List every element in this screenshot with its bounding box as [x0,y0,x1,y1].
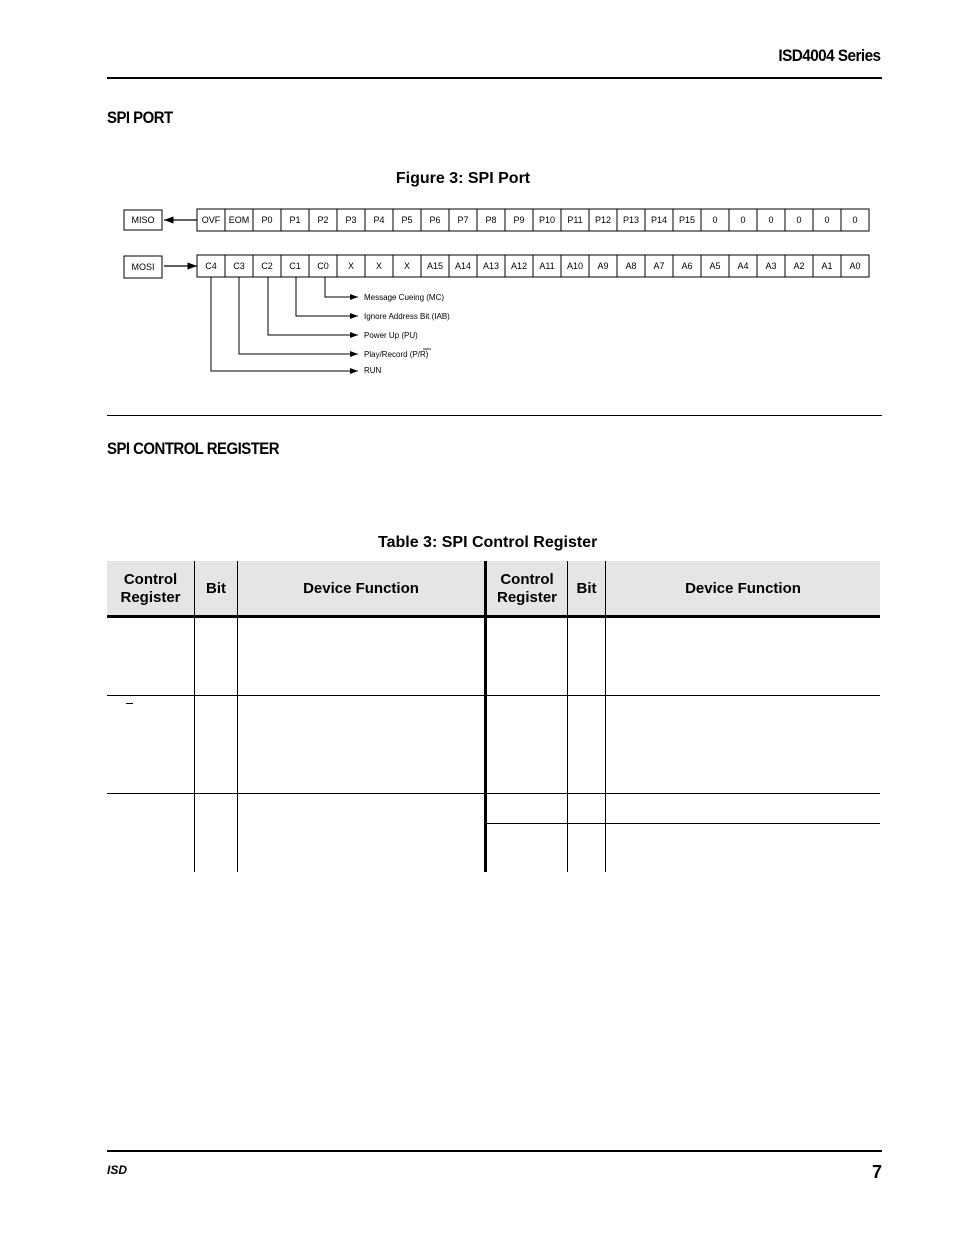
mosi-bit-label: A13 [482,261,500,271]
table-center-divider [484,561,487,872]
mosi-bit-label: C2 [261,261,273,271]
table-column-divider [605,561,606,872]
miso-bit-label: P15 [678,215,696,225]
table-caption: Table 3: SPI Control Register [378,534,598,551]
annotation-run: RUN [364,366,382,375]
mosi-bit-label: X [403,261,411,271]
table-column-divider [194,561,195,872]
page-number: 7 [871,1162,882,1182]
figure-caption: Figure 3: SPI Port [395,170,531,187]
mosi-bit-label: X [375,261,383,271]
annotation-play-record: Play/Record (P/R) [364,350,429,359]
mosi-bit-label: C4 [205,261,217,271]
miso-bit-label: P2 [317,215,329,225]
annotation-power-up: Power Up (PU) [364,331,418,340]
miso-bit-label: P11 [567,215,583,225]
mosi-bit-label: A0 [849,261,861,271]
miso-bit-label: 0 [796,215,802,225]
miso-bit-label: P10 [538,215,556,225]
header-control-register-1: Control Register [107,561,194,616]
mosi-bit-label: A14 [454,261,472,271]
miso-bit-label: P14 [650,215,668,225]
table-column-divider [237,561,238,872]
table-column-divider [567,561,568,872]
header-bit-2: Bit [568,561,605,616]
mosi-bit-label: A15 [426,261,444,271]
miso-bit-label: P6 [429,215,441,225]
header-bit-1: Bit [195,561,237,616]
miso-bit-label: 0 [740,215,746,225]
mosi-bit-label: A10 [566,261,584,271]
annotation-ignore-address-bit: Ignore Address Bit (IAB) [364,312,450,321]
miso-bit-label: P1 [289,215,301,225]
miso-bit-label: P5 [401,215,413,225]
table-overbar-mark [126,703,133,704]
mosi-bit-label: A12 [510,261,528,271]
mosi-bit-label: A11 [539,261,555,271]
annotation-message-cueing: Message Cueing (MC) [364,293,445,302]
miso-bit-label: P7 [457,215,469,225]
table-row-rule [107,695,880,696]
miso-bit-label: 0 [712,215,718,225]
table-row-rule [487,823,880,824]
section-title-spi-port: SPI PORT [107,108,173,127]
miso-bit-label: P4 [373,215,385,225]
mosi-bit-label: A2 [793,261,805,271]
miso-bit-label: EOM [228,215,250,225]
mosi-bit-label: C3 [233,261,245,271]
mosi-bit-label: C0 [317,261,329,271]
miso-bit-label: P9 [513,215,525,225]
footer-rule [107,1150,882,1152]
header-device-function-2: Device Function [606,561,880,616]
header-control-register-2: Control Register [487,561,567,616]
miso-bit-label: P0 [261,215,273,225]
mosi-bit-label: C1 [289,261,301,271]
miso-bit-label: P3 [345,215,357,225]
footer-company: ISD [107,1163,128,1177]
table-header-rule [107,615,880,618]
mosi-bit-label: A6 [681,261,693,271]
mosi-bit-label: A9 [597,261,609,271]
miso-bit-label: P8 [485,215,497,225]
mosi-bit-label: X [347,261,355,271]
miso-bit-label: 0 [768,215,774,225]
mosi-bit-label: A4 [737,261,749,271]
mosi-bit-label: A5 [709,261,721,271]
section-title-spi-control-register: SPI CONTROL REGISTER [107,439,280,458]
mosi-bit-label: A3 [765,261,777,271]
mosi-bit-label: A8 [625,261,637,271]
miso-bit-label: P12 [594,215,612,225]
table-row-rule [107,793,880,794]
miso-bit-label: P13 [622,215,640,225]
miso-bit-label: 0 [852,215,858,225]
miso-label: MISO [131,215,155,225]
header-device-function-1: Device Function [238,561,484,616]
mosi-bit-label: A1 [821,261,833,271]
mosi-label: MOSI [131,262,155,272]
miso-bit-label: 0 [824,215,830,225]
document-series-title: ISD4004 Series [778,46,881,65]
miso-bit-label: OVF [201,215,221,225]
mosi-bit-label: A7 [653,261,665,271]
